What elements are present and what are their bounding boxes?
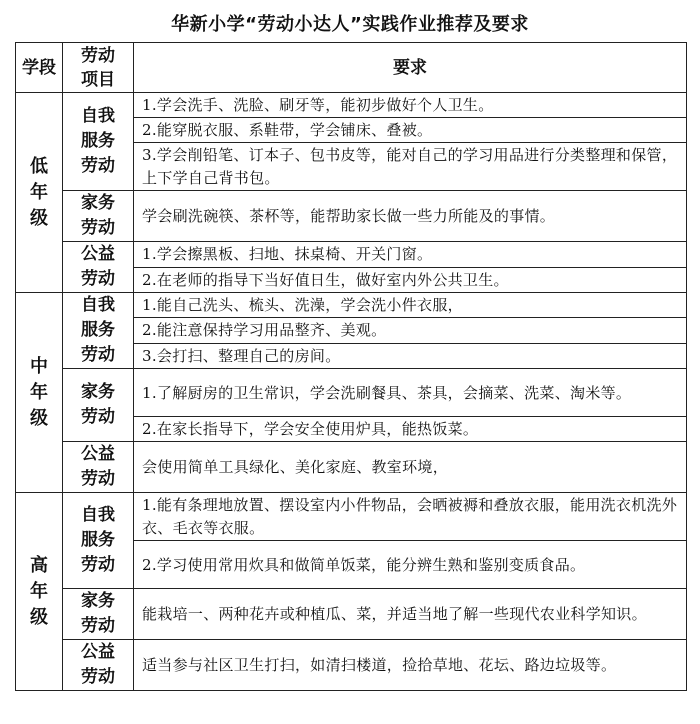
requirement-cell: 2.在老师的指导下当好值日生，做好室内外公共卫生。 <box>134 267 687 293</box>
project-cell: 家务劳动 <box>63 191 134 242</box>
requirement-cell: 会使用简单工具绿化、美化家庭、教室环境， <box>134 442 687 493</box>
requirement-cell: 2.能注意保持学习用品整齐、美观。 <box>134 318 687 343</box>
stage-cell-upper: 高年级 <box>16 493 63 691</box>
header-project: 劳动项目 <box>63 43 134 93</box>
project-cell: 公益劳动 <box>63 640 134 691</box>
stage-cell-lower: 低年级 <box>16 93 63 293</box>
project-cell: 自我服务劳动 <box>63 493 134 589</box>
requirement-cell: 1.能自己洗头、梳头、洗澡，学会洗小件衣服， <box>134 293 687 318</box>
requirement-cell: 2.在家长指导下，学会安全使用炉具，能热饭菜。 <box>134 417 687 442</box>
labor-requirements-table <box>15 42 687 691</box>
requirement-cell: 1.了解厨房的卫生常识，学会洗刷餐具、茶具，会摘菜、洗菜、淘米等。 <box>134 369 687 417</box>
project-cell: 公益劳动 <box>63 442 134 493</box>
requirement-cell: 学会刷洗碗筷、茶杯等，能帮助家长做一些力所能及的事情。 <box>134 191 687 242</box>
header-stage: 学段 <box>16 43 63 93</box>
project-cell: 自我服务劳动 <box>63 93 134 191</box>
requirement-cell: 1.学会擦黑板、扫地、抹桌椅、开关门窗。 <box>134 242 687 268</box>
project-cell: 家务劳动 <box>63 589 134 640</box>
requirement-cell: 2.学习使用常用炊具和做简单饭菜，能分辨生熟和鉴别变质食品。 <box>134 541 687 589</box>
requirement-cell: 1.学会洗手、洗脸、刷牙等，能初步做好个人卫生。 <box>134 93 687 118</box>
project-cell: 公益劳动 <box>63 242 134 293</box>
requirement-cell: 3.会打扫、整理自己的房间。 <box>134 343 687 368</box>
project-cell: 家务劳动 <box>63 369 134 442</box>
header-requirements: 要求 <box>134 43 687 93</box>
page-title: 华新小学“劳动小达人”实践作业推荐及要求 <box>171 14 529 35</box>
requirement-cell: 2.能穿脱衣服、系鞋带，学会铺床、叠被。 <box>134 118 687 143</box>
stage-cell-middle: 中年级 <box>16 293 63 493</box>
requirement-cell: 1.能有条理地放置、摆设室内小件物品，会晒被褥和叠放衣服，能用洗衣机洗外衣、毛衣等衣服。 <box>134 493 687 541</box>
requirement-cell: 3.学会削铅笔、订本子、包书皮等，能对自己的学习用品进行分类整理和保管，上下学自己背书包。 <box>134 143 687 191</box>
requirement-cell: 能栽培一、两种花卉或种植瓜、菜，并适当地了解一些现代农业科学知识。 <box>134 589 687 640</box>
requirement-cell: 适当参与社区卫生打扫，如清扫楼道，捡拾草地、花坛、路边垃圾等。 <box>134 640 687 691</box>
project-cell: 自我服务劳动 <box>63 293 134 369</box>
